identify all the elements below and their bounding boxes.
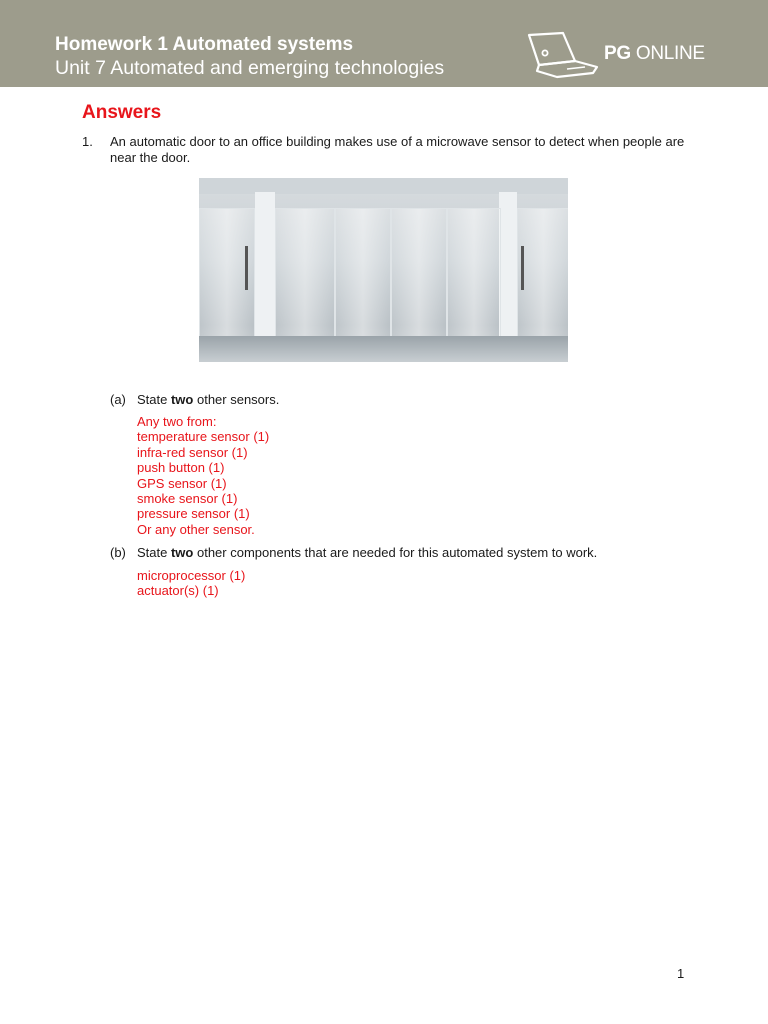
laptop-icon	[523, 31, 599, 79]
part-b-prefix: State	[137, 545, 171, 560]
part-a-suffix: other sensors.	[193, 392, 280, 407]
answer-line: infra-red sensor (1)	[137, 444, 248, 460]
door-panel-1	[275, 208, 335, 338]
answer-line: actuator(s) (1)	[137, 583, 219, 599]
answer-line: push button (1)	[137, 460, 225, 476]
door-panel-3	[391, 208, 447, 338]
door-panel-4	[447, 208, 501, 338]
door-panel-2	[335, 208, 391, 338]
door-handle-left	[245, 246, 248, 290]
question-text: An automatic door to an office building makes use of a microwave sensor to detect when people are near the door.	[110, 134, 685, 165]
side-panel-right	[517, 208, 568, 338]
floor	[199, 336, 568, 362]
automatic-door-photo	[199, 178, 568, 362]
door-frame-right	[499, 192, 517, 338]
answer-line: Any two from:	[137, 414, 217, 429]
part-a-bold: two	[170, 392, 194, 407]
door-handle-right	[521, 246, 524, 290]
door-frame-left	[255, 192, 275, 338]
part-b-label: (b)	[110, 545, 126, 560]
part-b-answers	[137, 568, 245, 599]
pg-online-logo	[523, 31, 723, 79]
part-a-answers	[137, 414, 269, 537]
page-number: 1	[677, 966, 685, 981]
question-number: 1.	[82, 134, 93, 149]
document-subtitle: Unit 7 Automated and emerging technologies	[55, 57, 445, 79]
part-a-label: (a)	[110, 392, 126, 407]
answer-line: temperature sensor (1)	[137, 429, 270, 445]
logo-light: ONLINE	[630, 43, 705, 64]
part-a-prefix: State	[137, 392, 171, 407]
answer-line: microprocessor (1)	[137, 568, 246, 583]
answer-line: GPS sensor (1)	[137, 475, 227, 491]
part-b-question	[137, 545, 597, 560]
part-b-suffix: other components that are needed for this automated system to work.	[193, 545, 598, 560]
answer-line: smoke sensor (1)	[137, 491, 238, 507]
logo-text	[604, 43, 705, 65]
answer-line: Or any other sensor.	[137, 521, 255, 537]
page-header	[0, 0, 768, 87]
logo-bold: PG	[604, 43, 631, 64]
document-title: Homework 1 Automated systems	[55, 34, 354, 55]
part-b-bold: two	[170, 545, 194, 560]
answer-line: pressure sensor (1)	[137, 506, 250, 522]
part-a-question	[137, 392, 279, 407]
answers-heading: Answers	[82, 102, 162, 123]
